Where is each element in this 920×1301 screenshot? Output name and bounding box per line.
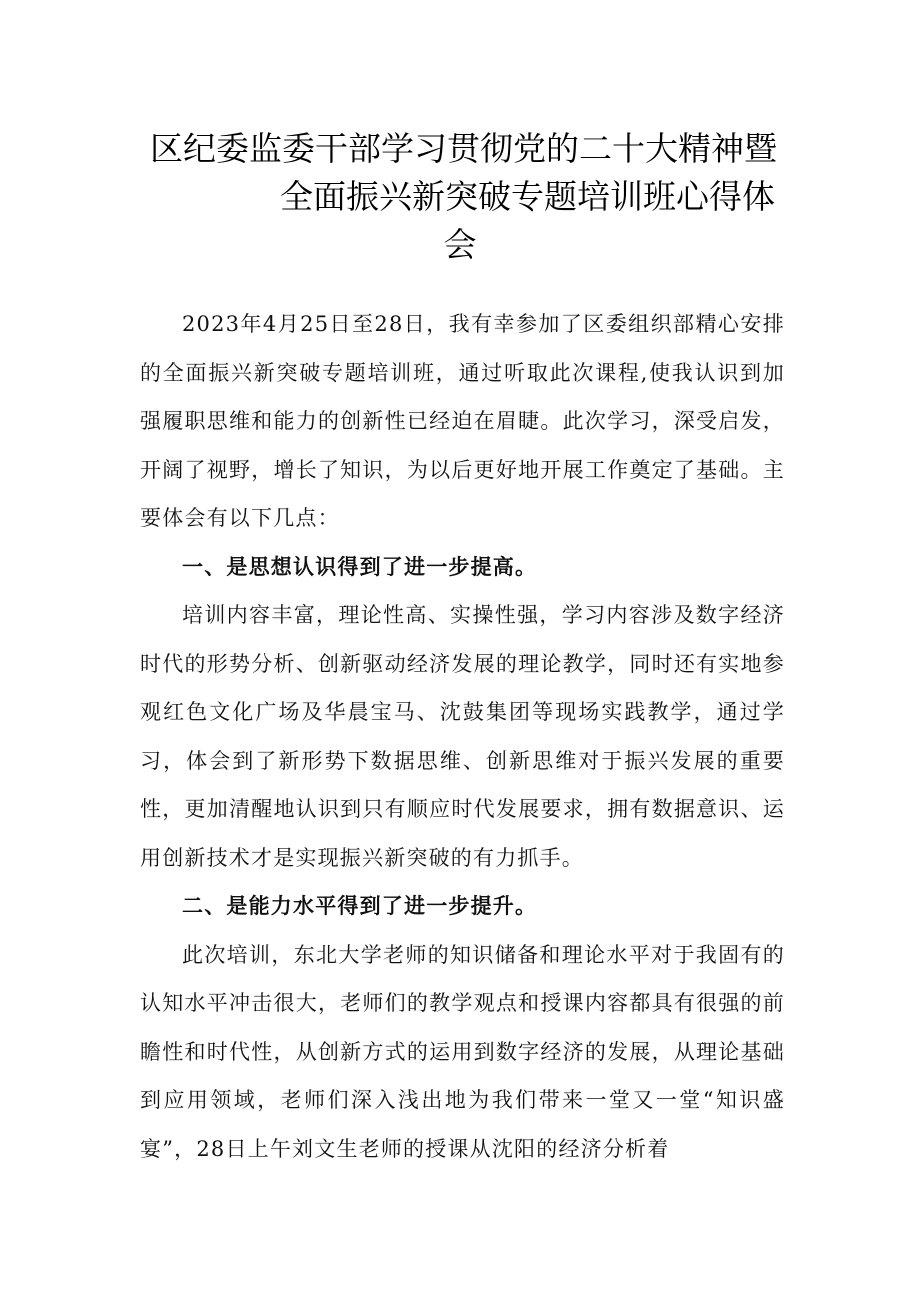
title-line: 区纪委监委干部学习贯彻党的二十大精神暨 — [150, 129, 777, 168]
section-heading-2: 二、是能力水平得到了进一步提升。 — [182, 894, 538, 918]
title-line: 全面振兴新突破专题培训班心得体 — [280, 177, 775, 216]
title-line: 会 — [443, 225, 477, 264]
paragraph-section-2: 此次培训，东北大学老师的知识储备和理论水平对于我固有的认知水平冲击很大，老师们的教学观点和授课内容都具有很强的前瞻性和时代性，从创新方式的运用到数字经济的发展，从理论基础到应用领域，老师们深入浅出地为我们带来一堂又一堂“知识盛宴”，28日上午刘文生老师的授课从沈阳的经济分析着 — [140, 942, 785, 1161]
document-title — [130, 125, 790, 269]
section-heading-1: 一、是思想认识得到了进一步提高。 — [182, 554, 538, 579]
paragraph-section-1: 培训内容丰富，理论性高、实操性强，学习内容涉及数字经济时代的形势分析、创新驱动经济发展的理论教学，同时还有实地参观红色文化广场及华晨宝马、沈鼓集团等现场实践教学，通过学习，体会到了新形势下数据思维、创新思维对于振兴发展的重要性，更加清醒地认识到只有顺应时代发展要求，拥有数据意识、运用创新技术才是实现振兴新突破的有力抓手。 — [140, 603, 785, 870]
document-body — [140, 300, 785, 1173]
paragraph-intro: 2023年4月25日至28日，我有幸参加了区委组织部精心安排的全面振兴新突破专题培训班，通过听取此次课程,使我认识到加强履职思维和能力的创新性已经迫在眉睫。此次学习，深受启发，开阔了视野，增长了知识，为以后更好地开展工作奠定了基础。主要体会有以下几点： — [140, 312, 785, 530]
